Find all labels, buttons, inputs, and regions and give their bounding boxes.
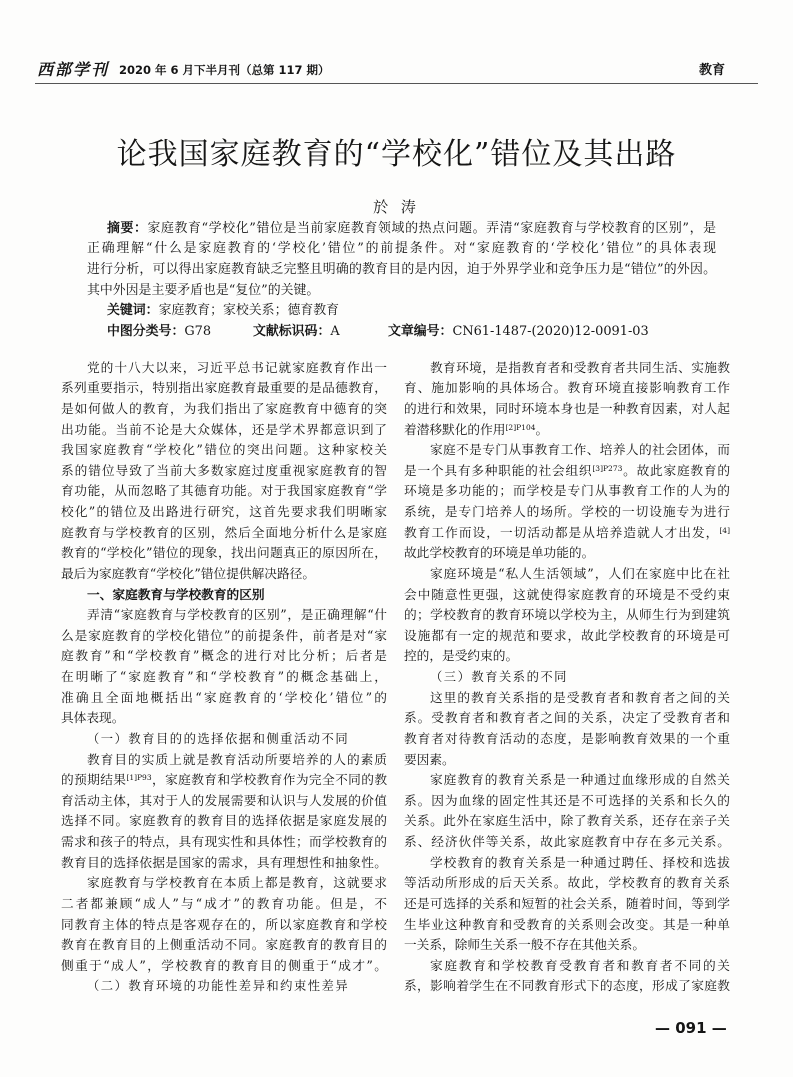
text-line: 在明晰了“家庭教育”和“学校教育”的概念基础上， [61, 669, 387, 685]
text-segment: ，家庭教育和学校教育作为完全不同的教 [151, 772, 388, 788]
abstract-line: 其中外因是主要矛盾也是“复位”的关键。 [87, 282, 320, 298]
text-line: 教育在教育目的上侧重活动不同。家庭教育的教育目的 [61, 937, 387, 953]
text-line: 关系。此外在家庭生活中，除了教育关系，还存在亲子关 [404, 813, 730, 829]
document-code-label: 文献标识码： [253, 323, 331, 339]
text-line: 二者都兼顾“成人”与“成才”的教育功能。但是，不 [61, 895, 387, 911]
text-line: 家庭教育的教育关系是一种通过血缘形成的自然关 [430, 772, 730, 788]
text-line: 生毕业这种教育和受教育的关系则会改变。其是一种单 [404, 916, 730, 932]
citation-superscript: [3]P273 [592, 463, 623, 473]
text-line: 是如何做人的教育，为我们指出了家庭教育中德育的突 [61, 400, 387, 416]
paragraph [404, 770, 730, 853]
text-line: 具体表现。 [61, 710, 125, 726]
paragraph [61, 873, 387, 976]
citation-superscript: [2]P104 [505, 422, 536, 432]
text-line: 系、经济伙伴等关系，故此家庭教育中存在多元关系。 [404, 834, 730, 850]
text-line: 系。因为血缘的固定性其还是不可选择的关系和长久的 [404, 792, 730, 808]
article-number-value: CN61-1487-(2020)12-0091-03 [452, 323, 649, 339]
text-line: 育、施加影响的具体场合。教育环境直接影响教育工作 [404, 380, 730, 396]
text-line: 党的十八大以来，习近平总书记就家庭教育作出一 [87, 359, 387, 375]
article-info-line [87, 322, 716, 343]
text-line: 的进行和效果，同时环境本身也是一种教育因素，对人起 [404, 400, 730, 416]
text-line: 育活动主体，其对于人的发展需要和认识与人发展的价值 [61, 792, 387, 808]
abstract-label: 摘要： [107, 220, 148, 236]
author-name: 於 涛 [373, 198, 420, 216]
text-line: 的；学校教育的教育环境以学校为主，从师生行为到建筑 [404, 607, 730, 623]
text-line: 要因素。 [404, 751, 455, 767]
document-code [253, 322, 340, 343]
text-line: 教育环境，是指教育者和受教育者共同生活、实施教 [430, 359, 730, 375]
text-line: 教育者对待教育活动的态度，是影响教育效果的一个重 [404, 730, 730, 746]
issue-info: 2020 年 6 月下半月刊（总第 117 期） [119, 63, 330, 77]
text-line: 系列重要指示，特别指出家庭教育最重要的是品德教育， [61, 380, 387, 396]
paragraph [404, 440, 730, 564]
keywords-value: 家庭教育；家校关系；德育教育 [158, 303, 340, 319]
abstract-block [87, 219, 716, 343]
abstract-text: 家庭教育“学校化”错位是当前家庭教育领域的热点问题。弄清“家庭教育与学校教育的区别”，是 [147, 220, 717, 236]
subsection-heading: （二）教育环境的功能性差异和约束性差异 [87, 979, 350, 994]
text-line: 还是可选择的关系和短暂的社会关系，随着时间，等到学 [404, 895, 730, 911]
paragraph [61, 358, 387, 585]
text-line: 家庭环境是“私人生活领域”，人们在家庭中比在社 [430, 565, 730, 581]
text-line: 系统，是专门培养人的场所。学校的一切设施专为进行 [404, 504, 730, 520]
abstract-line: 正确理解“什么是家庭教育的‘学校化’错位”的前提条件。对“家庭教育的‘学校化’错位”的具体表现 [87, 241, 716, 257]
text-line: 教育目的选择依据是国家的需求，具有理想性和抽象性。 [61, 854, 387, 870]
text-line [404, 461, 730, 482]
header-rule [35, 83, 758, 84]
text-line [404, 420, 730, 441]
text-line: 系的错位导致了当前大多数家庭过度重视家庭教育的智 [61, 462, 387, 478]
text-line: 环境是多功能的；而学校是专门从事教育工作的人为的 [404, 483, 730, 499]
text-line: 系，影响着学生在不同教育形式下的态度，形成了家庭教 [404, 978, 730, 994]
text-line: 侧重于“成人”，学校教育的教育目的侧重于“成才”。 [61, 957, 387, 973]
text-segment: 着潜移默化的作用 [404, 421, 506, 437]
text-segment: 是一个具有多种职能的社会组织 [404, 462, 593, 478]
page-number: — 091 — [655, 1019, 727, 1037]
keywords-label: 关键词： [107, 303, 159, 319]
text-line: 我国家庭教育“学校化”错位的突出问题。这种家校关 [61, 442, 387, 458]
text-segment: 的预期结果 [61, 772, 127, 788]
text-line: 设施都有一定的规范和要求，故此学校教育的环境是可 [404, 627, 730, 643]
document-code-value: A [330, 323, 340, 339]
clc-label: 中图分类号： [107, 323, 185, 339]
paragraph [404, 956, 730, 997]
section-name: 教育 [699, 63, 726, 78]
paragraph [404, 564, 730, 667]
text-line: 需求和孩子的特点，具有现实性和具体性；而学校教育的 [61, 834, 387, 850]
paragraph [61, 605, 387, 729]
text-line: 会中随意性更强，这就使得家庭教育的环境是不受约束 [404, 586, 730, 602]
abstract-line: 进行分析，可以得出家庭教育缺乏完整且明确的教育目的是内因，迫于外界学业和竞争压力是“错位”的外因。 [87, 261, 716, 277]
text-line: 最后为家庭教育“学校化”错位提供解决路径。 [61, 565, 316, 581]
text-line: 庭教育”和“学校教育”概念的进行对比分析；后者是 [61, 648, 387, 664]
clc-value: G78 [184, 323, 212, 339]
citation-superscript: [4] [719, 525, 730, 535]
text-line: 家庭不是专门从事教育工作、培养人的社会团体，而 [430, 442, 730, 458]
text-segment: 。 [535, 421, 549, 437]
article-title: 论我国家庭教育的“学校化”错位及其出路 [116, 137, 677, 172]
abstract-line [87, 219, 716, 240]
text-line [61, 770, 387, 791]
text-line: 控的，是受约束的。 [404, 648, 519, 664]
text-line: 准确且全面地概括出“家庭教育的‘学校化’错位”的 [61, 689, 387, 705]
text-segment: 教育工作而设，一切活动都是从培养造就人才出发， [404, 524, 720, 540]
text-line: 么是家庭教育的学校化错位”的前提条件，前者是对“家 [61, 627, 387, 643]
journal-logo: 西部学刊 [37, 60, 110, 79]
paragraph [404, 853, 730, 956]
clc-number [107, 322, 211, 343]
text-line: 家庭教育与学校教育在本质上都是教育，这就要求 [87, 875, 387, 891]
text-line: 等活动所形成的后天关系。故此，学校教育的教育关系 [404, 875, 730, 891]
subsection-heading: （一）教育目的的选择依据和侧重活动不同 [87, 731, 350, 746]
text-line: 学校教育的教育关系是一种通过聘任、择校和选拔 [430, 854, 730, 870]
paragraph [61, 750, 387, 874]
text-line: 教育目的实质上就是教育活动所要培养的人的素质 [87, 751, 387, 767]
left-column [61, 358, 387, 997]
section-heading: 一、家庭教育与学校教育的区别 [87, 586, 265, 602]
text-line: 校化”的错位及出路进行研究，这首先要求我们明晰家 [61, 504, 387, 520]
text-segment: 。故此家庭教育的 [622, 462, 731, 478]
text-line: 系。受教育者和教育者之间的关系，决定了受教育者和 [404, 710, 730, 726]
text-line: 育功能，从而忽略了其德育功能。对于我国家庭教育“学 [61, 483, 387, 499]
text-line: 选择不同。家庭教育的教育目的选择依据是家庭发展的 [61, 813, 387, 829]
text-line: 一关系，除师生关系一般不存在其他关系。 [404, 937, 646, 953]
text-line: 弄清“家庭教育与学校教育的区别”，是正确理解“什 [87, 607, 387, 623]
text-line: 这里的教育关系指的是受教育者和教育者之间的关 [430, 689, 730, 705]
text-line: 出功能。当前不论是大众媒体，还是学术界都意识到了 [61, 421, 387, 437]
text-line: 同教育主体的特点是客观存在的，所以家庭教育和学校 [61, 916, 387, 932]
text-line [404, 523, 730, 544]
text-line: 故此学校教育的环境是单功能的。 [404, 545, 595, 561]
text-line: 家庭教育和学校教育受教育者和教育者不同的关 [430, 957, 730, 973]
text-line: 庭教育与学校教育的区别，然后全面地分析什么是家庭 [61, 524, 387, 540]
article-number-label: 文章编号： [388, 323, 453, 339]
subsection-heading: （三）教育关系的不同 [430, 670, 568, 685]
paragraph [404, 358, 730, 441]
text-line: 教育的“学校化”错位的现象，找出问题真正的原因所在， [61, 545, 387, 561]
article-number [388, 322, 649, 343]
paragraph [404, 688, 730, 771]
keywords-line [87, 301, 716, 322]
right-column [404, 358, 730, 997]
citation-superscript: [1]P93 [126, 773, 152, 783]
